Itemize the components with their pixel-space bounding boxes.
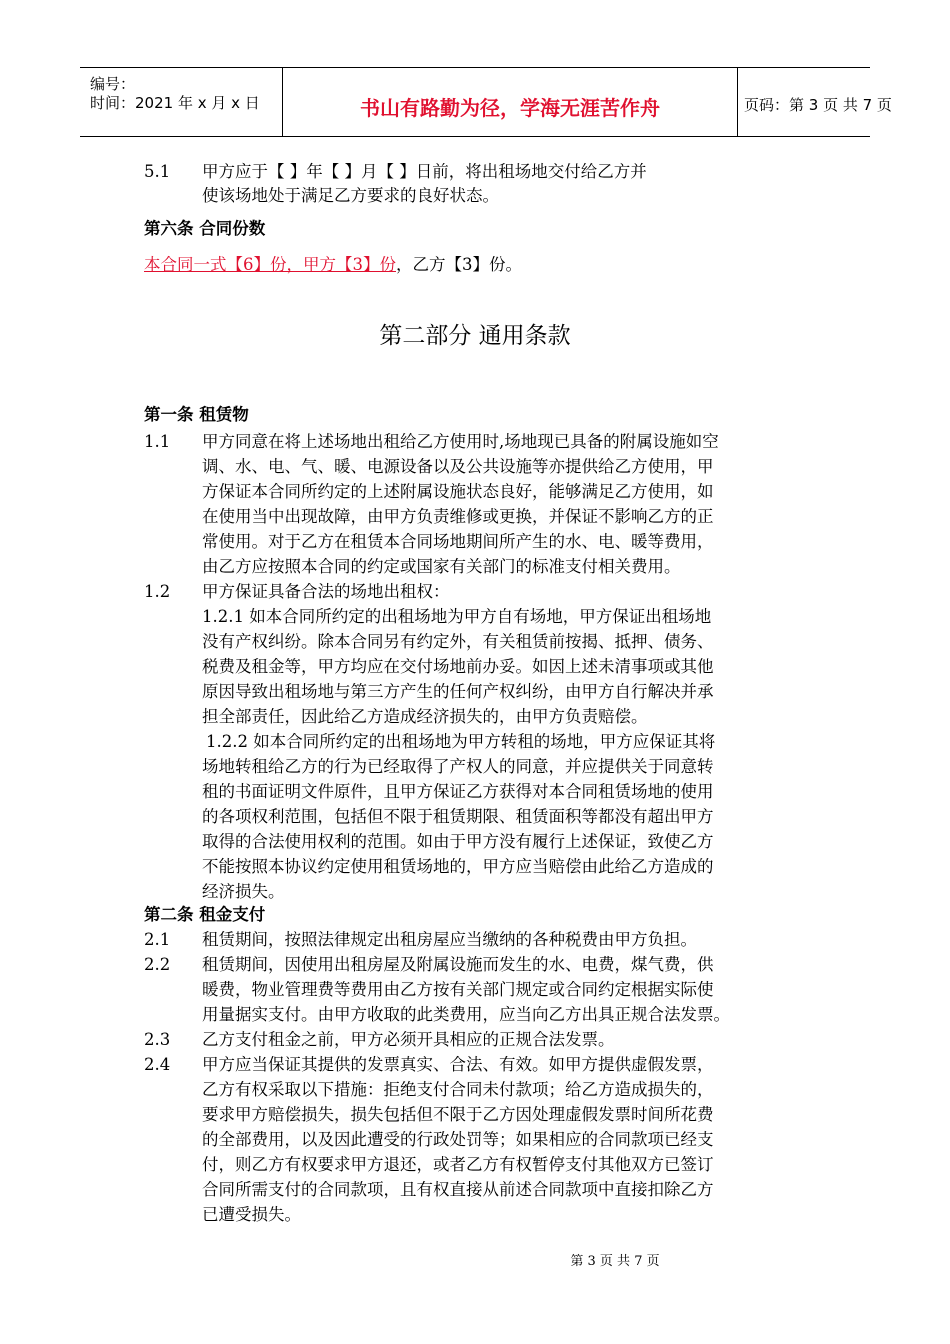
clause-2-4-line: 要求甲方赔偿损失，损失包括但不限于乙方因处理虚假发票时间所花费 bbox=[202, 1105, 714, 1124]
article-6-heading: 第六条 合同份数 bbox=[144, 219, 266, 238]
clause-1-1-line: 方保证本合同所约定的上述附属设施状态良好，能够满足乙方使用，如 bbox=[202, 482, 714, 501]
clause-number: 2.3 bbox=[144, 1030, 171, 1049]
subclause-1-2-1-line: 担全部责任，因此给乙方造成经济损失的，由甲方负责赔偿。 bbox=[202, 707, 648, 726]
subclause-1-2-2-line: 1.2.2 如本合同所约定的出租场地为甲方转租的场地，甲方应保证其将 bbox=[206, 732, 716, 751]
clause-2-3-line: 乙方支付租金之前，甲方必须开具相应的正规合法发票。 bbox=[202, 1030, 615, 1049]
clause-2-1-line: 租赁期间，按照法律规定出租房屋应当缴纳的各种税费由甲方负担。 bbox=[202, 930, 697, 949]
clause-2-4-line: 已遭受损失。 bbox=[202, 1205, 301, 1224]
clause-number: 1.1 bbox=[144, 432, 171, 451]
article-6-highlight: 本合同一式【6】份，甲方【3】份 bbox=[144, 255, 396, 274]
clause-5-1-line-2: 使该场地处于满足乙方要求的良好状态。 bbox=[202, 186, 499, 205]
document-date: 时间：2021 年 x 月 x 日 bbox=[90, 94, 260, 112]
clause-1-1-line: 调、水、电、气、暖、电源设备以及公共设施等亦提供给乙方使用，甲 bbox=[202, 457, 714, 476]
page-footer: 第 3 页 共 7 页 bbox=[570, 1254, 660, 1269]
part-2-title: 第二部分 通用条款 bbox=[379, 323, 571, 349]
header-meta-cell bbox=[80, 68, 283, 136]
document-number-label: 编号： bbox=[90, 75, 136, 93]
clause-1-2-line: 甲方保证具备合法的场地出租权： bbox=[202, 582, 450, 601]
clause-number: 2.2 bbox=[144, 955, 171, 974]
clause-5-1-line-1: 甲方应于【 】年【 】月【 】日前，将出租场地交付给乙方并 bbox=[202, 162, 647, 181]
clause-number: 5.1 bbox=[144, 162, 171, 181]
article-6-body bbox=[144, 253, 522, 277]
clause-2-4-line: 乙方有权采取以下措施：拒绝支付合同未付款项；给乙方造成损失的， bbox=[202, 1080, 714, 1099]
clause-2-4-line: 付，则乙方有权要求甲方退还，或者乙方有权暂停支付其他双方已签订 bbox=[202, 1155, 714, 1174]
clause-2-2-line: 用量据实支付。由甲方收取的此类费用，应当向乙方出具正规合法发票。 bbox=[202, 1005, 730, 1024]
subclause-1-2-2-line: 场地转租给乙方的行为已经取得了产权人的同意，并应提供关于同意转 bbox=[202, 757, 714, 776]
clause-2-4-line: 合同所需支付的合同款项，且有权直接从前述合同款项中直接扣除乙方 bbox=[202, 1180, 714, 1199]
header-motto-cell bbox=[283, 68, 738, 136]
clause-number: 2.1 bbox=[144, 930, 171, 949]
subclause-1-2-2-line: 经济损失。 bbox=[202, 882, 285, 901]
clause-2-4-line: 甲方应当保证其提供的发票真实、合法、有效。如甲方提供虚假发票， bbox=[202, 1055, 714, 1074]
clause-number: 2.4 bbox=[144, 1055, 171, 1074]
article-1-heading: 第一条 租赁物 bbox=[144, 405, 249, 424]
subclause-1-2-2-line: 取得的合法使用权利的范围。如由于甲方没有履行上述保证，致使乙方 bbox=[202, 832, 714, 851]
subclause-1-2-2-line: 的各项权利范围，包括但不限于租赁期限、租赁面积等都没有超出甲方 bbox=[202, 807, 714, 826]
clause-1-1-line: 在使用当中出现故障，由甲方负责维修或更换，并保证不影响乙方的正 bbox=[202, 507, 714, 526]
subclause-1-2-1-line: 原因导致出租场地与第三方产生的任何产权纠纷，由甲方自行解决并承 bbox=[202, 682, 714, 701]
article-2-heading: 第二条 租金支付 bbox=[144, 905, 266, 924]
clause-1-1-line: 由乙方应按照本合同的约定或国家有关部门的标准支付相关费用。 bbox=[202, 557, 681, 576]
header-page-cell bbox=[738, 68, 892, 136]
clause-2-4-line: 的全部费用，以及因此遭受的行政处罚等；如果相应的合同款项已经支 bbox=[202, 1130, 714, 1149]
subclause-1-2-1-line: 1.2.1 如本合同所约定的出租场地为甲方自有场地，甲方保证出租场地 bbox=[202, 607, 712, 626]
clause-1-1-line: 甲方同意在将上述场地出租给乙方使用时,场地现已具备的附属设施如空 bbox=[202, 432, 719, 451]
header-page-number: 页码：第 3 页 共 7 页 bbox=[744, 96, 892, 114]
page-header bbox=[80, 67, 892, 137]
subclause-1-2-1-line: 没有产权纠纷。除本合同另有约定外，有关租赁前按揭、抵押、债务、 bbox=[202, 632, 714, 651]
subclause-1-2-2-line: 不能按照本协议约定使用租赁场地的，甲方应当赔偿由此给乙方造成的 bbox=[202, 857, 714, 876]
clause-2-2-line: 租赁期间，因使用出租房屋及附属设施而发生的水、电费，煤气费，供 bbox=[202, 955, 714, 974]
article-6-rest: ，乙方【3】份。 bbox=[396, 255, 522, 274]
clause-2-2-line: 暖费，物业管理费等费用由乙方按有关部门规定或合同约定根据实际使 bbox=[202, 980, 714, 999]
clause-number: 1.2 bbox=[144, 582, 171, 601]
header-motto: 书山有路勤为径，学海无涯苦作舟 bbox=[360, 96, 660, 120]
subclause-1-2-1-line: 税费及租金等，甲方均应在交付场地前办妥。如因上述未清事项或其他 bbox=[202, 657, 714, 676]
clause-1-1-line: 常使用。对于乙方在租赁本合同场地期间所产生的水、电、暖等费用， bbox=[202, 532, 714, 551]
subclause-1-2-2-line: 租的书面证明文件原件，且甲方保证乙方获得对本合同租赁场地的使用 bbox=[202, 782, 714, 801]
